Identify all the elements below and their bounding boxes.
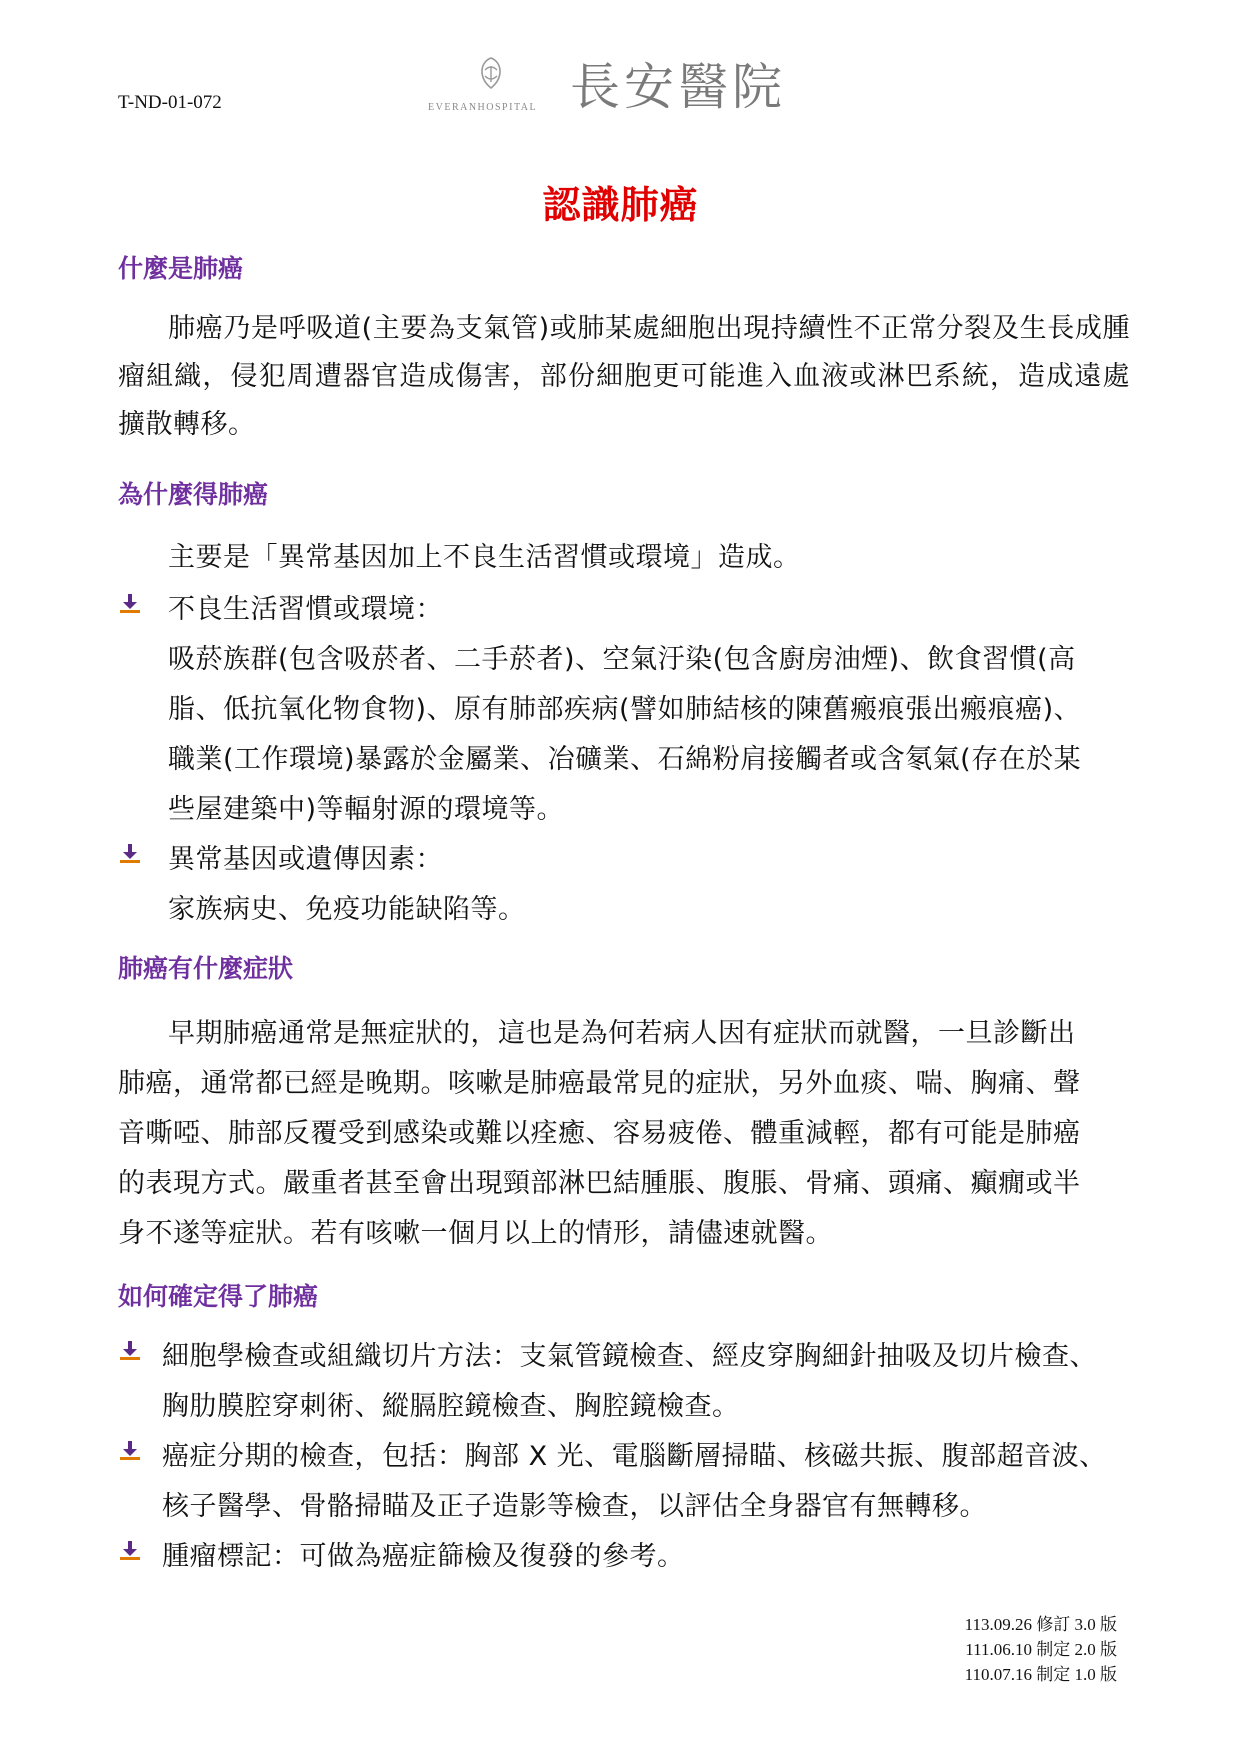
- hospital-emblem-icon: [474, 56, 508, 92]
- logo-chinese-name: 長安醫院: [570, 58, 786, 116]
- symptoms-line: 早期肺癌通常是無症狀的，這也是為何若病人因有症狀而就醫，一旦診斷出: [168, 1018, 1076, 1049]
- revision-entry: 113.09.26 修訂 3.0 版: [964, 1615, 1117, 1634]
- diagnosis-bullet1-line: 胸肋膜腔穿刺術、縱膈腔鏡檢查、胸腔鏡檢查。: [162, 1391, 740, 1422]
- arrow-down-bullet-icon: [120, 1441, 140, 1461]
- symptoms-line: 的表現方式。嚴重者甚至會出現頸部淋巴結腫脹、腹脹、骨痛、頭痛、癲癇或半: [118, 1168, 1081, 1199]
- diagnosis-bullet3-line: 腫瘤標記：可做為癌症篩檢及復發的參考。: [162, 1541, 685, 1572]
- paragraph-text: 肺癌乃是呼吸道(主要為支氣管)或肺某處細胞出現持續性不正常分裂及生長成腫瘤組織，侵犯周遭器官造成傷害，部份細胞更可能進入血液或淋巴系統，造成遠處擴散轉移。: [118, 313, 1130, 440]
- arrow-down-bullet-icon: [120, 1541, 140, 1561]
- section-heading-why: 為什麼得肺癌: [118, 480, 269, 509]
- revision-history: [965, 1612, 1117, 1687]
- section-heading-symptoms: 肺癌有什麼症狀: [118, 954, 294, 983]
- section-paragraph-what: [118, 305, 1130, 449]
- why-bullet1-line: 些屋建築中)等輻射源的環境等。: [168, 794, 565, 825]
- logo-english-name: EVERANHOSPITAL: [428, 102, 538, 113]
- document-code: T-ND-01-072: [118, 92, 222, 113]
- hospital-logo: [428, 56, 838, 126]
- symptoms-line: 肺癌，通常都已經是晚期。咳嗽是肺癌最常見的症狀，另外血痰、喘、胸痛、聲: [118, 1068, 1081, 1099]
- why-bullet2-label: 異常基因或遺傳因素：: [168, 844, 443, 875]
- why-bullet1-line: 吸菸族群(包含吸菸者、二手菸者)、空氣汙染(包含廚房油煙)、飲食習慣(高: [168, 644, 1076, 675]
- arrow-down-bullet-icon: [120, 1341, 140, 1361]
- why-bullet1-label: 不良生活習慣或環境：: [168, 594, 443, 625]
- why-bullet1-line: 職業(工作環境)暴露於金屬業、冶礦業、石綿粉肩接觸者或含氡氣(存在於某: [168, 744, 1082, 775]
- arrow-down-bullet-icon: [120, 844, 140, 864]
- why-bullet2-line: 家族病史、免疫功能缺陷等。: [168, 894, 526, 925]
- revision-entry: 110.07.16 制定 1.0 版: [964, 1665, 1117, 1684]
- page-title: 認識肺癌: [542, 183, 699, 227]
- diagnosis-bullet1-line: 細胞學檢查或組織切片方法：支氣管鏡檢查、經皮穿胸細針抽吸及切片檢查、: [162, 1341, 1097, 1372]
- diagnosis-bullet2-line: 核子醫學、骨骼掃瞄及正子造影等檢查，以評估全身器官有無轉移。: [162, 1491, 987, 1522]
- symptoms-line: 身不遂等症狀。若有咳嗽一個月以上的情形，請儘速就醫。: [118, 1218, 833, 1249]
- diagnosis-bullet2-line: 癌症分期的檢查，包括：胸部 X 光、電腦斷層掃瞄、核磁共振、腹部超音波、: [162, 1441, 1107, 1472]
- section-heading-what: 什麼是肺癌: [118, 254, 244, 283]
- why-intro: 主要是「異常基因加上不良生活習慣或環境」造成。: [168, 542, 801, 573]
- why-bullet1-line: 脂、低抗氧化物食物)、原有肺部疾病(譬如肺結核的陳舊瘢痕張出瘢痕癌)、: [168, 694, 1082, 725]
- arrow-down-bullet-icon: [120, 594, 140, 614]
- section-heading-diagnosis: 如何確定得了肺癌: [118, 1282, 319, 1311]
- revision-entry: 111.06.10 制定 2.0 版: [965, 1640, 1117, 1659]
- symptoms-line: 音嘶啞、肺部反覆受到感染或難以痊癒、容易疲倦、體重減輕，都有可能是肺癌: [118, 1118, 1081, 1149]
